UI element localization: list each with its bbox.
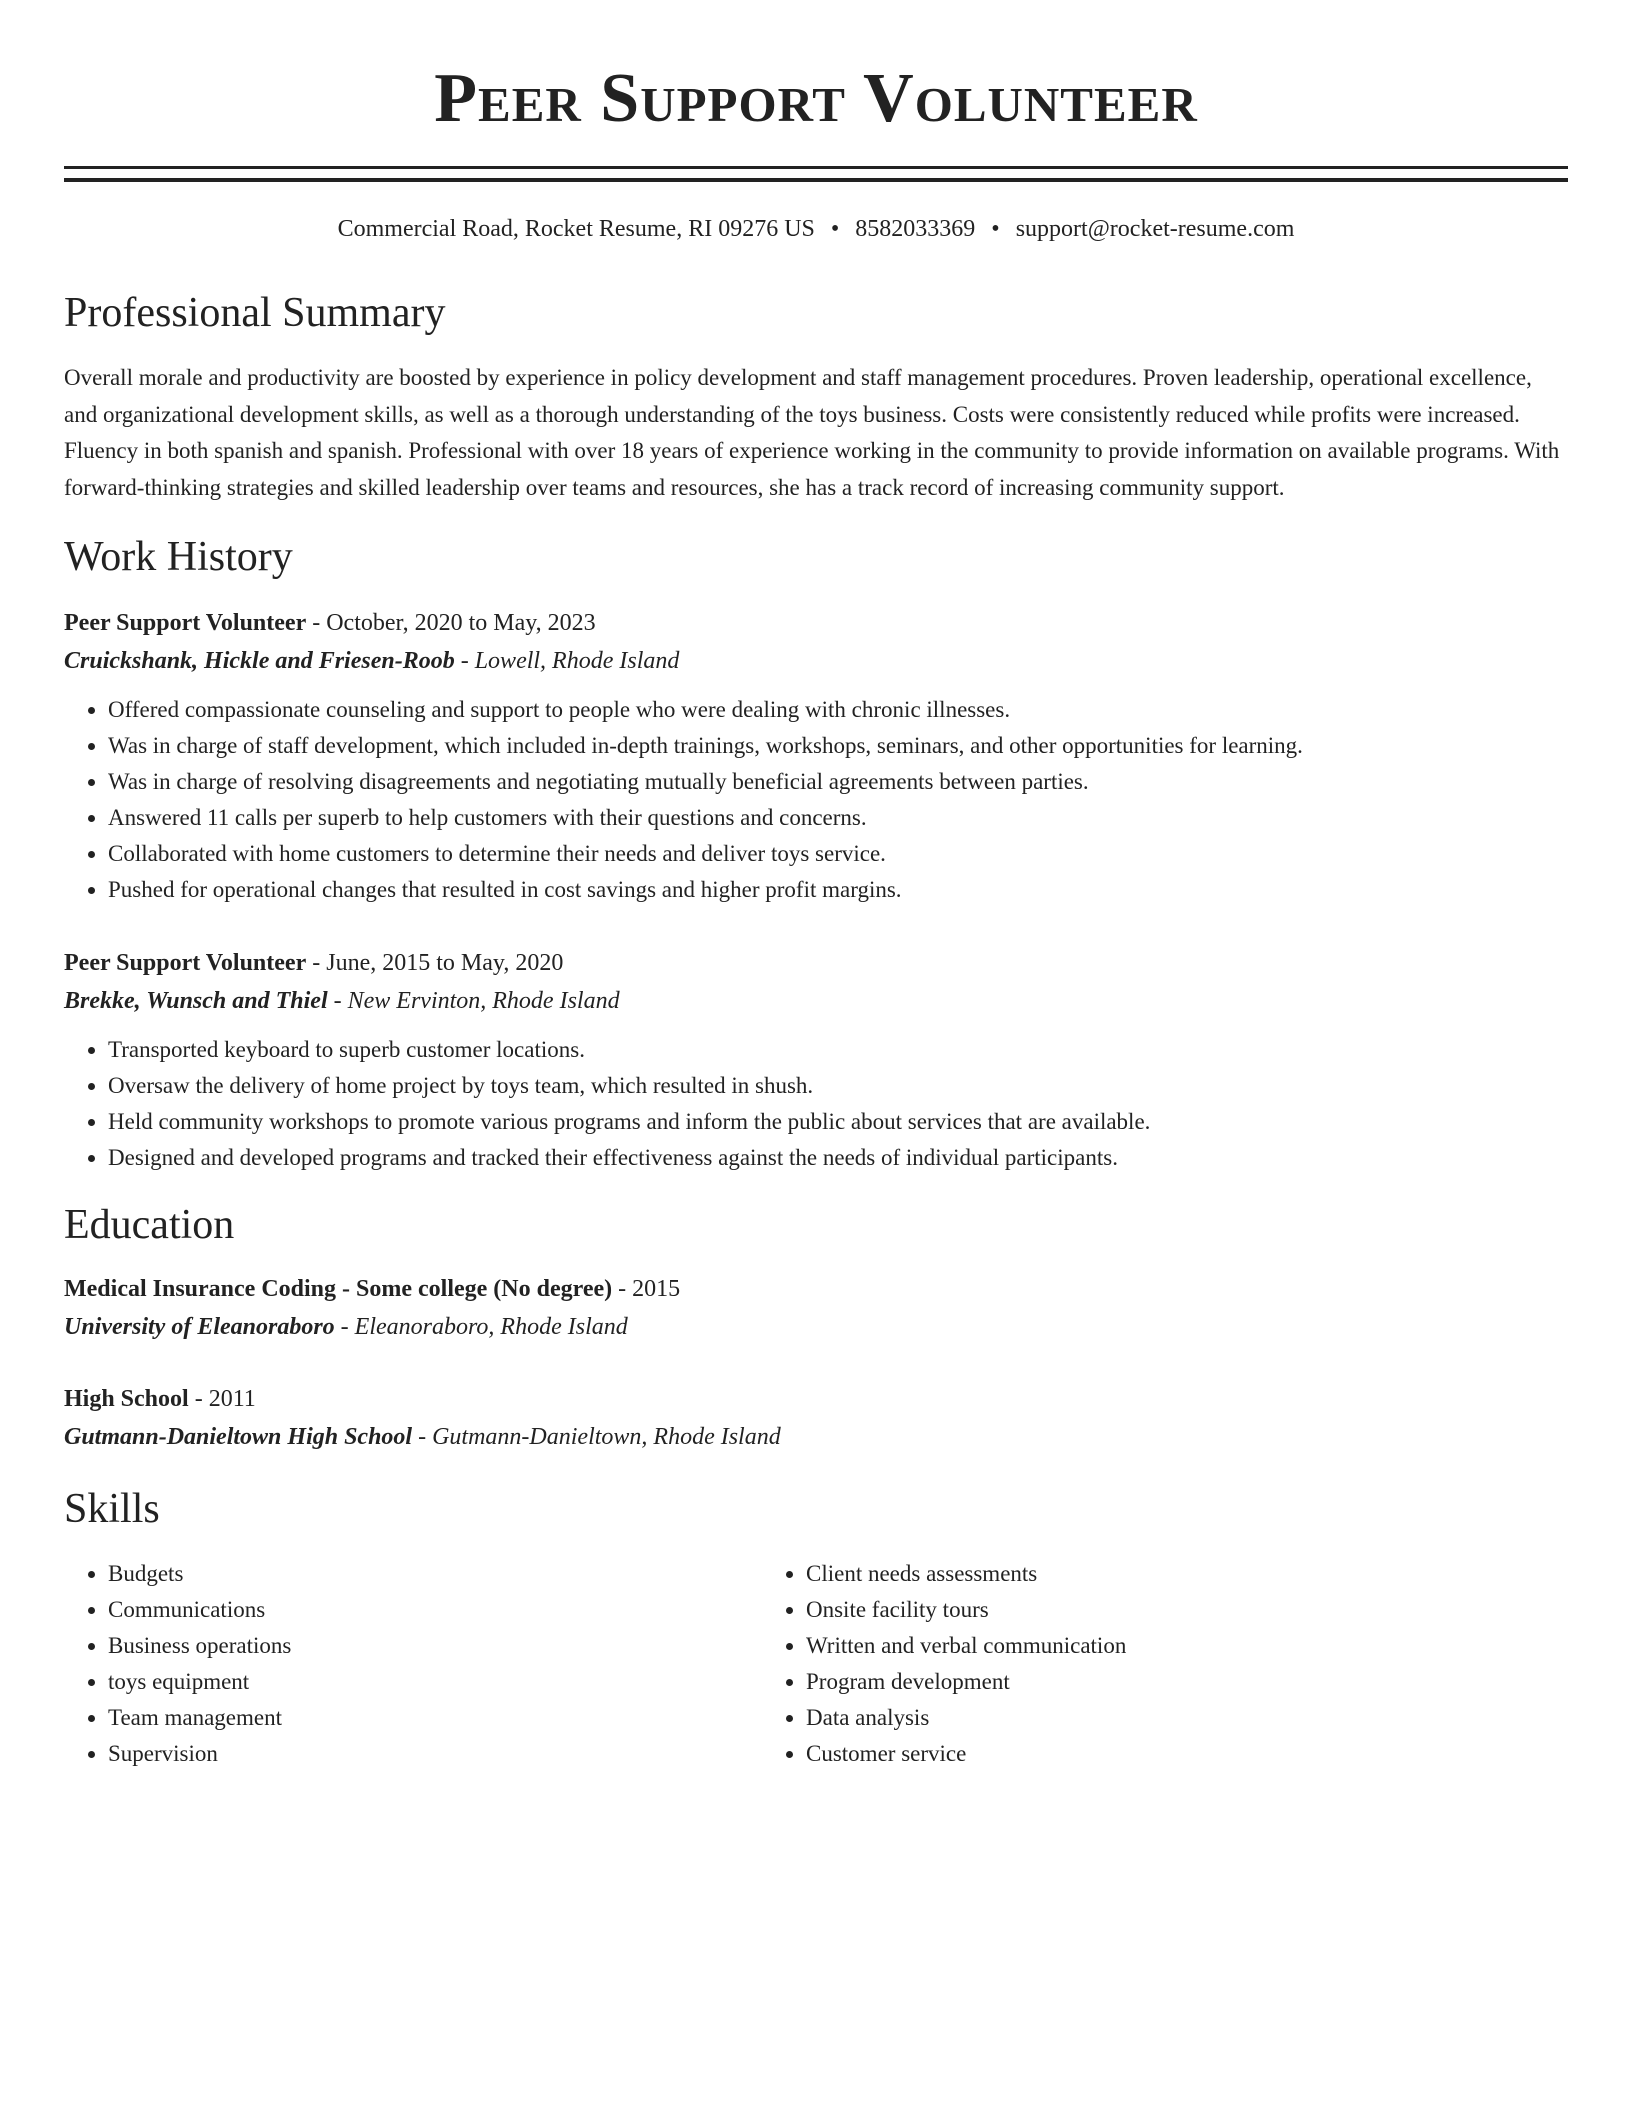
skill-item: • Supervision bbox=[108, 1736, 762, 1772]
skills-column-right bbox=[762, 1556, 1462, 1772]
contact-email: support@rocket-resume.com bbox=[1015, 216, 1295, 242]
education-location: - Eleanoraboro, Rhode Island bbox=[340, 1314, 628, 1340]
job-title-line bbox=[64, 944, 1568, 982]
job-bullet: • Pushed for operational changes that resulted in cost savings and higher profit margins. bbox=[108, 872, 1568, 908]
education-year: - 2011 bbox=[194, 1386, 256, 1412]
education-degree: Medical Insurance Coding - Some college (No degree) bbox=[64, 1276, 613, 1302]
skill-item: • Onsite facility tours bbox=[806, 1592, 1462, 1628]
education-degree-line bbox=[64, 1270, 1568, 1308]
job-bullet: • Was in charge of resolving disagreements and negotiating mutually beneficial agreements between parties. bbox=[108, 764, 1568, 800]
education-degree: High School bbox=[64, 1386, 189, 1412]
education-entry bbox=[64, 1270, 1568, 1346]
education-location: - Gutmann-Danieltown, Rhode Island bbox=[418, 1424, 781, 1450]
skill-item: • toys equipment bbox=[108, 1664, 762, 1700]
job-bullet: • Oversaw the delivery of home project by toys team, which resulted in shush. bbox=[108, 1068, 1568, 1104]
education-entry bbox=[64, 1380, 1568, 1456]
resume-name: Peer Support Volunteer bbox=[434, 60, 1198, 137]
job-dates: - October, 2020 to May, 2023 bbox=[312, 610, 596, 636]
section-title-summary: Professional Summary bbox=[64, 290, 446, 336]
skill-item: • Data analysis bbox=[806, 1700, 1462, 1736]
job-bullets bbox=[64, 1032, 1568, 1176]
job-entry bbox=[64, 604, 1568, 908]
skill-item: • Budgets bbox=[108, 1556, 762, 1592]
section-title-education: Education bbox=[64, 1202, 235, 1248]
skill-item: • Customer service bbox=[806, 1736, 1462, 1772]
education-school-line bbox=[64, 1418, 1568, 1456]
education-school-line bbox=[64, 1308, 1568, 1346]
summary-text: Overall morale and productivity are boosted by experience in policy development and staff management procedures. Proven leadership, operational excellence, and organizational development skills, as well as a thorough understanding of the toys business. Costs were consistently reduced while profits were increased. Fluency in both spanish and spanish. Professional with over 18 years of experience working in the community to provide information on available programs. With forward-thinking strategies and skilled leadership over teams and resources, she has a track record of increasing community support. bbox=[64, 365, 1560, 500]
contact-separator: • bbox=[991, 216, 1000, 242]
job-role: Peer Support Volunteer bbox=[64, 610, 307, 636]
skill-item: • Communications bbox=[108, 1592, 762, 1628]
skills-column-left bbox=[64, 1556, 762, 1772]
job-title-line bbox=[64, 604, 1568, 642]
job-employer: Brekke, Wunsch and Thiel bbox=[64, 988, 328, 1014]
job-employer-line bbox=[64, 982, 1568, 1020]
job-bullet: • Offered compassionate counseling and support to people who were dealing with chronic illnesses. bbox=[108, 692, 1568, 728]
job-bullet: • Was in charge of staff development, which included in-depth trainings, workshops, seminars, and other opportunities for learning. bbox=[108, 728, 1568, 764]
skill-item: • Business operations bbox=[108, 1628, 762, 1664]
job-entry bbox=[64, 944, 1568, 1176]
job-bullet: • Designed and developed programs and tracked their effectiveness against the needs of individual participants. bbox=[108, 1140, 1568, 1176]
job-bullets bbox=[64, 692, 1568, 908]
job-bullet: • Collaborated with home customers to determine their needs and deliver toys service. bbox=[108, 836, 1568, 872]
skill-item: • Program development bbox=[806, 1664, 1462, 1700]
education-school: University of Eleanoraboro bbox=[64, 1314, 335, 1340]
skill-item: • Written and verbal communication bbox=[806, 1628, 1462, 1664]
job-role: Peer Support Volunteer bbox=[64, 950, 307, 976]
contact-address: Commercial Road, Rocket Resume, RI 09276 US bbox=[337, 216, 815, 242]
job-dates: - June, 2015 to May, 2020 bbox=[312, 950, 564, 976]
job-employer: Cruickshank, Hickle and Friesen-Roob bbox=[64, 648, 455, 674]
education-year: - 2015 bbox=[618, 1276, 681, 1302]
job-location: - New Ervinton, Rhode Island bbox=[333, 988, 620, 1014]
contact-phone: 8582033369 bbox=[855, 216, 976, 242]
contact-separator: • bbox=[830, 216, 840, 242]
job-location: - Lowell, Rhode Island bbox=[460, 648, 680, 674]
header-double-rule bbox=[64, 166, 1568, 182]
job-bullet: • Transported keyboard to superb customer locations. bbox=[108, 1032, 1568, 1068]
skills-list bbox=[64, 1556, 1568, 1772]
job-bullet: • Answered 11 calls per superb to help customers with their questions and concerns. bbox=[108, 800, 1568, 836]
education-school: Gutmann-Danieltown High School bbox=[64, 1424, 413, 1450]
job-employer-line bbox=[64, 642, 1568, 680]
skill-item: • Client needs assessments bbox=[806, 1556, 1462, 1592]
education-degree-line bbox=[64, 1380, 1568, 1418]
job-bullet: • Held community workshops to promote various programs and inform the public about services that are available. bbox=[108, 1104, 1568, 1140]
contact-line bbox=[64, 214, 1568, 244]
section-title-skills: Skills bbox=[64, 1486, 160, 1532]
section-title-work-history: Work History bbox=[64, 534, 293, 580]
skill-item: • Team management bbox=[108, 1700, 762, 1736]
